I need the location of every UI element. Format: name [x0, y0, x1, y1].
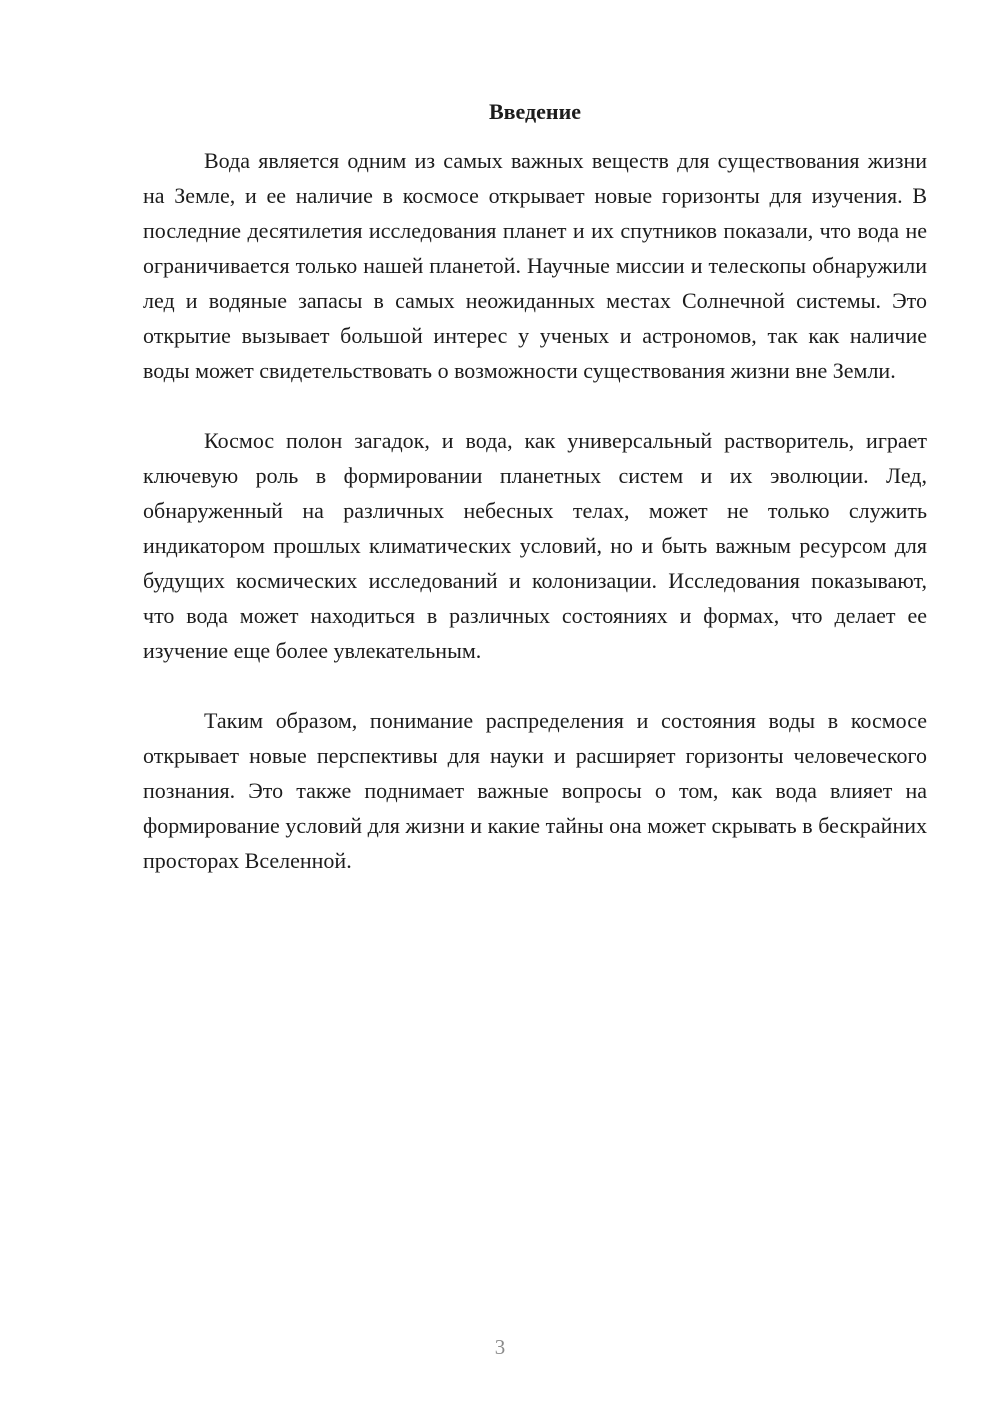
section-title: Введение — [488, 99, 582, 124]
paragraph-3: Таким образом, понимание распределения и состояния воды в космосе открывает новые перспективы для науки и расширяет горизонты человеческого познания. Это также поднимает важные вопросы о том, как вода влияет на формирование условий для жизни и какие тайны она может скрывать в бескрайних просторах Вселенной. — [143, 708, 927, 873]
paragraph-2: Космос полон загадок, и вода, как универсальный растворитель, играет ключевую роль в формировании планетных систем и их эволюции. Лед, обнаруженный на различных небесных телах, может не только служить индикатором прошлых климатических условий, но и быть важным ресурсом для будущих космических исследований и колонизации. Исследования показывают, что вода может находиться в различных состояниях и формах, что делает ее изучение еще более увлекательным. — [143, 428, 927, 663]
paragraph-1: Вода является одним из самых важных веществ для существования жизни на Земле, и ее наличие в космосе открывает новые горизонты для изучения. В последние десятилетия исследования планет и их спутников показали, что вода не ограничивается только нашей планетой. Научные миссии и телескопы обнаружили лед и водяные запасы в самых неожиданных местах Солнечной системы. Это открытие вызывает большой интерес у ученых и астрономов, так как наличие воды может свидетельствовать о возможности существования жизни вне Земли. — [143, 148, 927, 383]
document-body — [143, 143, 927, 913]
page-number: 3 — [494, 1335, 506, 1359]
